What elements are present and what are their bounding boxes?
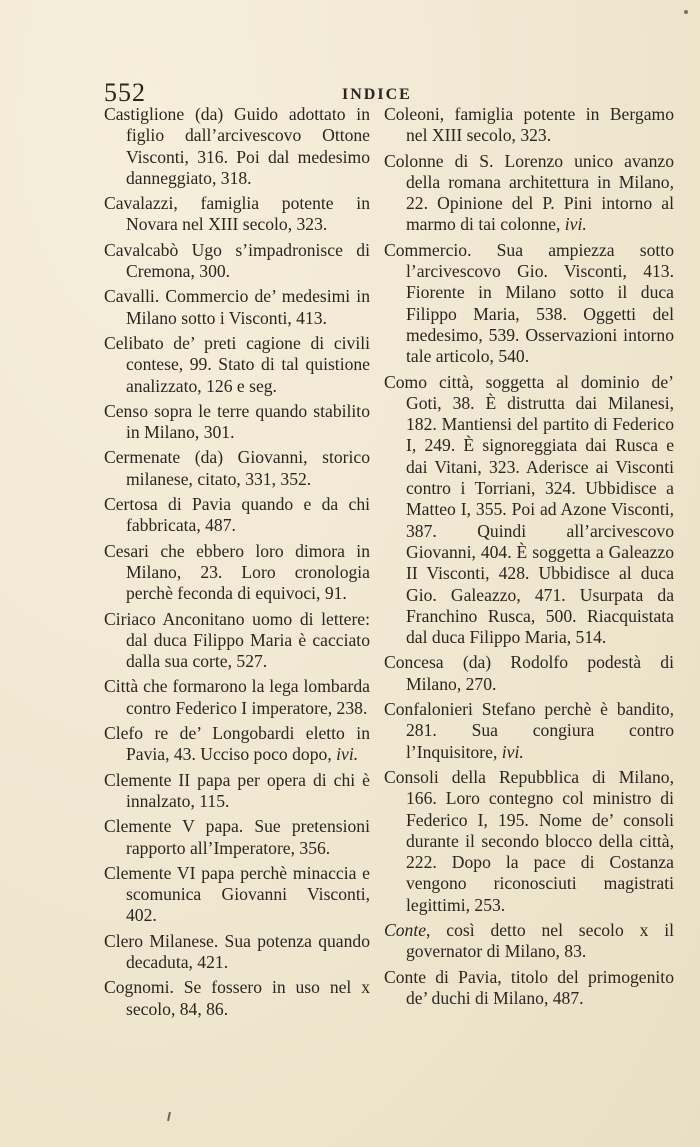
index-entry: Confalonieri Stefano perchè è bandito, 281. Sua congiura contro l’Inquisitore, ivi. <box>384 699 674 762</box>
index-column-left <box>104 104 370 1024</box>
index-entry: Clemente V papa. Sue pretensioni rapporto all’Imperatore, 356. <box>104 816 370 858</box>
index-entry: Certosa di Pavia quando e da chi fabbricata, 487. <box>104 494 370 536</box>
index-entry: Cavalazzi, famiglia potente in Novara nel XIII secolo, 323. <box>104 193 370 235</box>
index-entry: Cavalli. Commercio de’ medesimi in Milano sotto i Visconti, 413. <box>104 286 370 328</box>
index-entry: Città che formarono la lega lombarda contro Federico I imperatore, 238. <box>104 676 370 718</box>
ink-mark <box>167 1112 171 1121</box>
index-entry: Ciriaco Anconitano uomo di lettere: dal duca Filippo Maria è cacciato dalla sua corte, 527. <box>104 608 370 672</box>
index-entry: Cermenate (da) Giovanni, storico milanese, citato, 331, 352. <box>104 447 370 489</box>
index-entry: Censo sopra le terre quando stabilito in Milano, 301. <box>104 400 370 443</box>
index-entry: Clemente VI papa perchè minaccia e scomunica Giovanni Visconti, 402. <box>104 862 370 926</box>
index-entry: Castiglione (da) Guido adottato in figlio dall’arcivescovo Ottone Visconti, 316. Poi dal medesimo danneggiato, 318. <box>104 104 370 188</box>
index-entry: Coleoni, famiglia potente in Bergamo nel XIII secolo, 323. <box>384 104 674 146</box>
index-entry: Cesari che ebbero loro dimora in Milano, 23. Loro cronologia perchè feconda di equivoci, 91. <box>104 540 370 604</box>
index-entry: Commercio. Sua ampiezza sotto l’arcivescovo Gio. Visconti, 413. Fiorente in Milano sotto il duca Filippo Maria, 538. Oggetti del medesimo, 539. Osservazioni intorno tale articolo, 540. <box>384 239 674 367</box>
index-entry: Clemente II papa per opera di chi è innalzato, 115. <box>104 769 370 811</box>
index-entry: Celibato de’ preti cagione di civili contese, 99. Stato di tal quistione analizzato, 126 e seg. <box>104 332 370 396</box>
index-entry: Conte, così detto nel secolo x il governator di Milano, 83. <box>384 919 674 962</box>
index-column-right <box>384 104 674 1013</box>
index-entry: Cognomi. Se fossero in uso nel x secolo, 84, 86. <box>104 977 370 1019</box>
index-entry: Consoli della Repubblica di Milano, 166. Loro contegno col ministro di Federico I, 195. Nome de’ consoli durante il secondo blocco della città, 222. Dopo la pace di Costanza vengono riconosciuti magistrati legittimi, 253. <box>384 766 674 915</box>
index-entry: Clefo re de’ Longobardi eletto in Pavia, 43. Ucciso poco dopo, ivi. <box>104 723 370 765</box>
paper-speck <box>684 10 688 14</box>
running-title: INDICE <box>342 86 412 103</box>
page-number: 552 <box>104 78 146 107</box>
index-entry: Como città, soggetta al dominio de’ Goti, 38. È distrutta dai Milanesi, 182. Mantiensi del partito di Federico I, 249. È signoreggiata dai Rusca e dai Vitani, 323. Aderisce ai Visconti contro i Torriani, 324. Ubbidisce a Matteo I, 355. Poi ad Azone Visconti, 387. Quindi all’arcivescovo Giovanni, 404. È soggetta a Galeazzo II Visconti, 428. Ubbidisce al duca Gio. Galeazzo, 471. Usurpata da Franchino Rusca, 500. Riacquistata dal duca Filippo Maria, 514. <box>384 371 674 648</box>
index-entry: Concesa (da) Rodolfo podestà di Milano, 270. <box>384 652 674 694</box>
index-entry: Cavalcabò Ugo s’impadronisce di Cremona, 300. <box>104 239 370 282</box>
index-entry: Clero Milanese. Sua potenza quando decaduta, 421. <box>104 930 370 972</box>
index-entry: Colonne di S. Lorenzo unico avanzo della romana architettura in Milano, 22. Opinione del P. Pini intorno al marmo di tai colonne, ivi. <box>384 150 674 235</box>
index-entry: Conte di Pavia, titolo del primogenito de’ duchi di Milano, 487. <box>384 966 674 1008</box>
